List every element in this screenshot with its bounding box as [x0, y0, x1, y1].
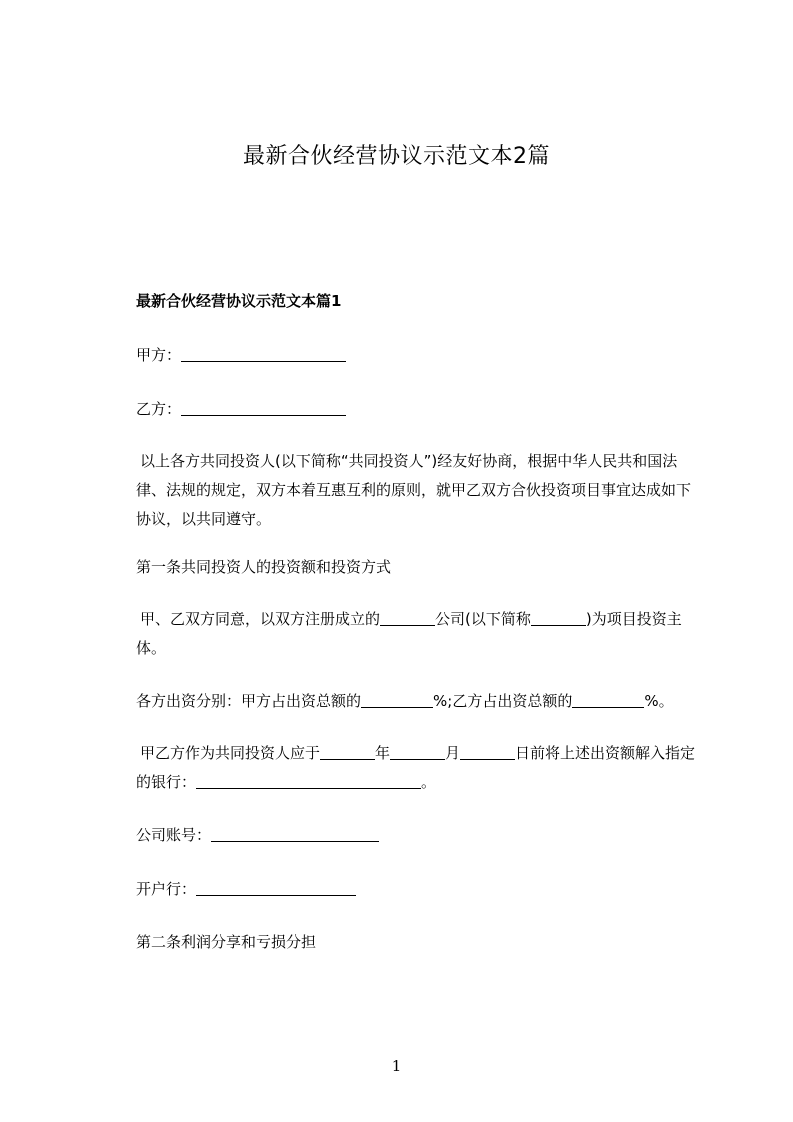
bank-name-blank — [196, 774, 421, 789]
section-heading: 最新合伙经营协议示范文本篇1 — [136, 292, 342, 310]
deadline-text-a: 甲乙方作为共同投资人应于 — [140, 744, 321, 762]
contribution-line — [136, 691, 674, 711]
company-short-name-blank — [531, 611, 586, 626]
day-blank — [460, 745, 515, 760]
deadline-year-label: 年 — [375, 744, 391, 762]
article-1-title: 第一条共同投资人的投资额和投资方式 — [136, 558, 392, 576]
article-2-title: 第二条利润分享和亏损分担 — [136, 933, 317, 951]
company-account-label: 公司账号： — [136, 826, 212, 844]
bank-label: 开户行： — [136, 880, 197, 898]
document-title: 最新合伙经营协议示范文本2篇 — [243, 144, 550, 169]
page-number: 1 — [391, 1057, 402, 1075]
intro-paragraph: 以上各方共同投资人(以下简称“共同投资人”)经友好协商，根据中华人民共和国法律、法规的规定，双方本着互惠互利的原则，就甲乙双方合伙投资项目事宜达成如下协议，以共同遵守。 — [136, 452, 692, 528]
article-1-text-c: )为项目投资主体。 — [136, 610, 682, 657]
deadline-paragraph — [136, 739, 701, 797]
party-a-blank — [181, 347, 346, 362]
year-blank — [320, 745, 375, 760]
contribution-text-b: %;乙方占出资总额的 — [433, 692, 573, 710]
party-b-line — [136, 399, 346, 419]
company-account-line — [136, 825, 379, 845]
bank-line — [136, 879, 356, 899]
article-1-text-a: 甲、乙双方同意，以双方注册成立的 — [140, 610, 381, 628]
contribution-text-a: 各方出资分别：甲方占出资总额的 — [136, 692, 362, 710]
company-account-blank — [211, 827, 379, 842]
deadline-month-label: 月 — [445, 744, 461, 762]
company-name-blank — [380, 611, 435, 626]
bank-blank — [196, 881, 356, 896]
party-b-share-blank — [572, 693, 644, 708]
party-b-blank — [181, 401, 346, 416]
party-a-line — [136, 345, 346, 365]
article-1-paragraph — [136, 605, 701, 663]
party-b-label: 乙方： — [136, 400, 182, 418]
contribution-text-c: %。 — [644, 692, 674, 710]
deadline-end: 。 — [421, 773, 437, 791]
month-blank — [390, 745, 445, 760]
article-1-text-b: 公司(以下简称 — [435, 610, 531, 628]
party-a-label: 甲方： — [136, 346, 182, 364]
deadline-text-b: 日前将上述出资额解入指定的银行： — [136, 744, 696, 791]
party-a-share-blank — [361, 693, 433, 708]
